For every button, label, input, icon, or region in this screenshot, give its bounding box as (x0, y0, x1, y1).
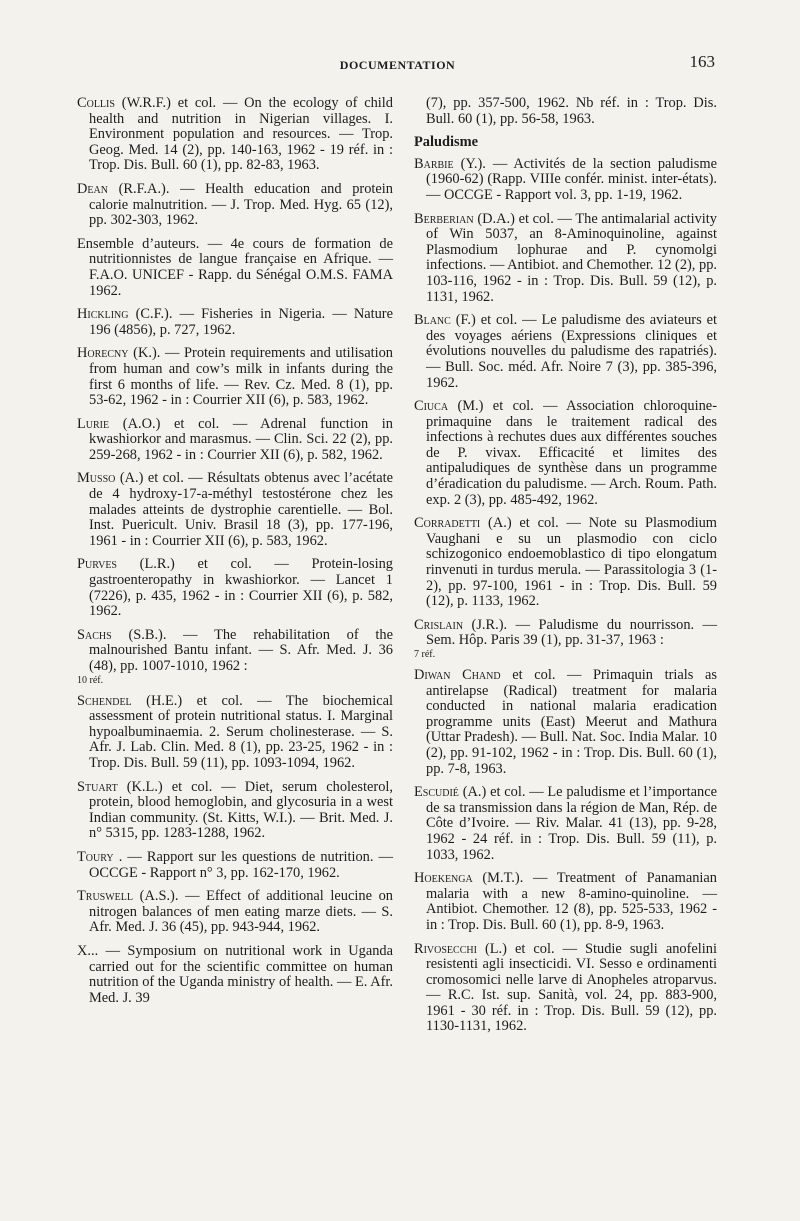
bibliography-entry (77, 850, 393, 881)
entry-author: Corradetti (414, 515, 481, 532)
running-title: DOCUMENTATION (339, 58, 456, 72)
entry-text: Ensemble d’auteurs. — 4e cours de formation de nutritionnistes de langue française en Afrique. — F.A.O. UNICEF - Rapp. du Sénégal O.M.S. FAMA 1962. (77, 235, 393, 299)
page-header (80, 52, 715, 76)
bibliography-entry (77, 557, 393, 619)
entry-text: (L.R.) et col. — Protein-losing gastroenteropathy in kwashiorkor. — Lancet 1 (7226), p. 435, 1962 - in : Courrier XII (6), p. 582, 1962. (89, 556, 393, 620)
entry-author: Diwan Chand (414, 667, 501, 683)
section-heading: Paludisme (414, 134, 478, 151)
bibliography-entry (77, 346, 393, 408)
entry-text: (C.F.). — Fisheries in Nigeria. — Nature 196 (4856), p. 727, 1962. (89, 306, 393, 338)
entry-author: Horecny (77, 345, 129, 362)
entry-text: (L.) et col. — Studie sugli anofelini resistenti agli insecticidi. VI. Sesso e ordinamenti cromosomici nelle larve di Anopheles atroparvus. — R.C. Ist. sup. Sanità, vol. 24, pp. 883-900, 1961 - 30 réf. in : Trop. Dis. Bull. 59 (12), pp. 1130-1131, 1962. (426, 940, 717, 1035)
entry-text: (A.S.). — Effect of additional leucine on nitrogen balances of men eating marze diets. — S. Afr. Med. J. 36 (45), pp. 943-944, 1962. (89, 888, 393, 936)
bibliography-entry (77, 780, 393, 842)
entry-author: Ciuca (414, 398, 449, 415)
entry-author: Schendel (77, 692, 132, 709)
entry-author: Toury (77, 848, 114, 865)
entry-text: (F.) et col. — Le paludisme des aviateurs et des voyages aériens (Expressions cliniques et évolutions nouvelles du paludisme des rapatriés). — Bull. Soc. méd. Afr. Noire 7 (3), pp. 385-396, 1962. (426, 312, 717, 391)
bibliography-entry (414, 942, 717, 1036)
bibliography-entry (414, 785, 717, 863)
bibliography-entry (77, 694, 393, 772)
bibliography-entry (77, 944, 393, 1006)
entry-text: (A.) et col. — Résultats obtenus avec l’acétate de 4 hydroxy-17-a-méthyl testostérone chez les malades atteints de dystrophie carentielle. — Bol. Inst. Puericult. Univ. Brasil 18 (3), pp. 177-196, 1961 - in : Courrier XII (6), p. 583, 1962. (89, 470, 393, 549)
entry-text: (M.T.). — Treatment of Panamanian malaria with a new 8-amino-quinoline. — Antibiot. Chemother. 12 (8), pp. 525-533, 1962 - in : Trop. Dis. Bull. 60 (1), pp. 8-9, 1963. (426, 870, 717, 933)
continuation-text: (7), pp. 357-500, 1962. Nb réf. in : Trop. Dis. Bull. 60 (1), pp. 56-58, 1963. (426, 95, 717, 127)
entry-author: Hoekenga (414, 870, 473, 887)
bibliography-entry (414, 871, 717, 933)
bibliography-entry (414, 618, 717, 660)
entry-text: (M.) et col. — Association chloroquine-primaquine dans le traitement radical des infections à rechutes dues aux différentes souches de P. vivax. Efficacité et limites des antipaludiques de synthèse dans un programme d’éradication du paludisme. — Arch. Roum. Path. exp. 2 (3), pp. 485-492, 1962. (426, 398, 717, 508)
bibliography-entry (414, 399, 717, 508)
entry-text: (K.L.) et col. — Diet, serum cholesterol, protein, blood hemoglobin, and glycosuria in a west Indian community. (St. Kitts, W.I.). — Brit. Med. J. n° 5315, pp. 1283-1288, 1962. (89, 778, 393, 842)
entry-author: Collis (77, 95, 115, 111)
entry-text: (K.). — Protein requirements and utilisation from human and cow’s milk in infants during the first 6 months of life. — Rev. Cz. Med. 8 (1), pp. 53-62, 1962 - in : Courrier XII (6), p. 583, 1962. (89, 345, 393, 409)
entry-text: (H.E.) et col. — The biochemical assessment of protein nutritional status. I. Marginal hypoalbuminaemia. 2. Serum cholinesterase. — S. Afr. J. Lab. Clin. Med. 8 (1), pp. 23-25, 1962 - in : Trop. Dis. Bull. 59 (11), pp. 1093-1094, 1962. (89, 692, 393, 771)
entry-text: (D.A.) et col. — The antimalarial activity of Win 5037, an 8-Aminoquinoline, against Plasmodium lophurae and P. cynomolgi infections. — Antibiot. and Chemother. 12 (2), pp. 103-116, 1962 - in : Trop. Dis. Bull. 59 (12), p. 1131, 1962. (426, 210, 717, 305)
entry-note: 7 réf. (414, 649, 436, 660)
entry-text: (R.F.A.). — Health education and protein calorie malnutrition. — J. Trop. Med. Hyg. 65 (12), pp. 302-303, 1962. (89, 180, 393, 229)
entry-text: X... — Symposium on nutritional work in Uganda carried out for the scientific committee on human nutrition of the Uganda ministry of health. — E. Afr. Med. J. 39 (77, 942, 393, 1006)
page-number: 163 (689, 52, 715, 71)
right-column (414, 96, 717, 1043)
bibliography-entry (77, 471, 393, 549)
entry-author: Sachs (77, 626, 112, 643)
bibliography-entry (414, 516, 717, 610)
bibliography-entry (414, 157, 717, 204)
entry-text: et col. — Primaquin trials as antirelapse (Radical) treatment for malaria conducted in national malaria eradication programme units (East) Meerut and Mathura (Uttar Pradesh). — Bull. Nat. Soc. India Malar. 10 (2), pp. 91-102, 1962 - in : Trop. Dis. Bull. 60 (1), pp. 7-8, 1963. (426, 667, 717, 777)
entry-text: (A.) et col. — Le paludisme et l’importance de sa transmission dans la région de Man, Rép. de Côte d’Ivoire. — Riv. Malar. 41 (13), pp. 9-28, 1962 - 24 réf. in : Trop. Dis. Bull. 59 (11), p. 1033, 1962. (426, 784, 717, 863)
entry-author: Barbie (414, 155, 454, 172)
bibliography-entry (77, 307, 393, 338)
entry-author: Dean (77, 180, 108, 197)
entry-note: 10 réf. (77, 674, 104, 686)
entry-text: (S.B.). — The rehabilitation of the malnourished Bantu infant. — S. Afr. Med. J. 36 (48), pp. 1007-1010, 1962 : (89, 626, 393, 674)
left-column (77, 96, 393, 1014)
entry-author: Crislain (414, 616, 464, 633)
entry-author: Musso (77, 470, 116, 487)
bibliography-entry (414, 668, 717, 777)
entry-author: Purves (77, 556, 117, 573)
entry-text: (Y.). — Activités de la section paludisme (1960-62) (Rapp. VIIIe confér. minist. inter-états). — OCCGE - Rapport vol. 3, pp. 1-19, 1962. (426, 155, 717, 203)
bibliography-entry (414, 212, 717, 306)
entry-author: Blanc (414, 312, 451, 329)
bibliography-entry (77, 96, 393, 174)
bibliography-entry (77, 417, 393, 464)
bibliography-entry (77, 237, 393, 299)
bibliography-entry (414, 313, 717, 391)
bibliography-entry (77, 889, 393, 936)
entry-author: Stuart (77, 778, 118, 795)
entry-text: (W.R.F.) et col. — On the ecology of child health and nutrition in Nigerian villages. I. Environment population and resources. — Trop. Geog. Med. 14 (2), pp. 140-163, 1962 - 19 réf. in : Trop. Dis. Bull. 60 (1), pp. 82-83, 1963. (89, 95, 393, 174)
entry-text: (A.) et col. — Note su Plasmodium Vaughani e su un plasmodio con ciclo schizogonico endoemoblastico di tipo elongatum rinvenuti in turdus merula. — Parassitologia 3 (1-2), pp. 97-100, 1961 - in : Trop. Dis. Bull. 59 (12), p. 1133, 1962. (426, 515, 717, 610)
bibliography-entry (77, 628, 393, 686)
entry-text: (J.R.). — Paludisme du nourrisson. — Sem. Hôp. Paris 39 (1), pp. 31-37, 1963 : (426, 616, 717, 649)
entry-author: Lurie (77, 415, 110, 432)
entry-author: Hickling (77, 306, 129, 323)
entry-author: Berberian (414, 210, 474, 227)
entry-author: Truswell (77, 888, 134, 905)
entry-author: Escudié (414, 784, 459, 801)
entry-author: Rivosecchi (414, 940, 477, 957)
right-entries (414, 157, 717, 1035)
bibliography-entry (77, 182, 393, 229)
entry-text: (A.O.) et col. — Adrenal function in kwashiorkor and marasmus. — Clin. Sci. 22 (2), pp. 259-268, 1962 - in : Courrier XII (6), p. 582, 1962. (89, 415, 393, 463)
entry-text: . — Rapport sur les questions de nutrition. — OCCGE - Rapport n° 3, pp. 162-170, 1962. (89, 848, 393, 881)
